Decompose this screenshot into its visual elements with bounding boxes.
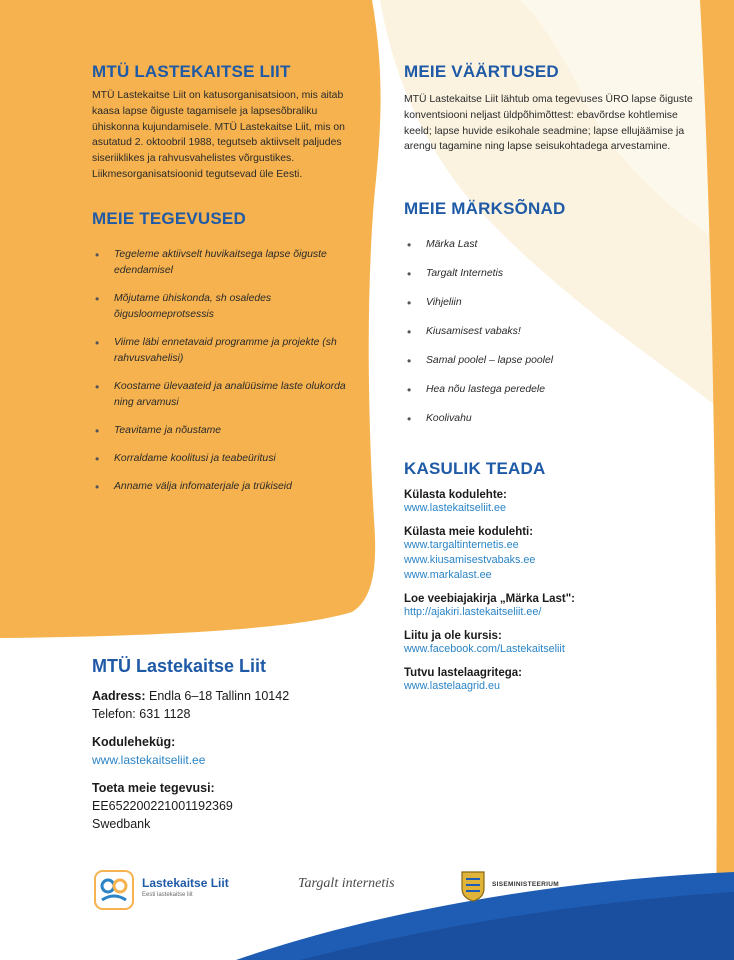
- bullet-icon: •: [407, 296, 412, 311]
- useful-link[interactable]: www.lastekaitseliit.ee: [404, 502, 507, 515]
- activity-item: • Viime läbi ennetavaid programme ja projekte (sh rahvusvahelisi): [95, 335, 337, 364]
- bank-name: Swedbank: [92, 817, 151, 831]
- keywords-heading: MEIE MÄRKSÕNAD: [404, 199, 566, 219]
- useful-label: Tutvu lastelaagritega:: [404, 667, 523, 680]
- keyword-item: • Samal poolel – lapse poolel: [407, 354, 554, 369]
- useful-heading: KASULIK TEADA: [404, 459, 546, 479]
- useful-label: Liitu ja ole kursis:: [404, 630, 502, 643]
- lastekaitse-logo-subtext: Eesti lastekaitse liit: [142, 892, 193, 898]
- useful-group: [404, 489, 704, 516]
- bullet-icon: •: [95, 379, 100, 394]
- targalt-logo: [298, 874, 438, 892]
- keywords-list: [404, 237, 704, 427]
- ministry-logo: [460, 870, 600, 904]
- lastekaitse-logo: [94, 868, 264, 912]
- phone-line: Telefon: 631 1128: [92, 707, 191, 721]
- bullet-icon: •: [95, 247, 100, 262]
- bullet-icon: •: [95, 335, 100, 350]
- activity-item: • Teavitame ja nõustame: [95, 423, 222, 438]
- bullet-icon: •: [95, 479, 100, 494]
- lastekaitse-logo-text: Lastekaitse Liit: [142, 876, 229, 890]
- bullet-icon: •: [407, 238, 412, 253]
- activity-item: • Tegeleme aktiivselt huvikaitsega lapse õiguste edendamisel: [95, 247, 327, 276]
- values-heading: MEIE VÄÄRTUSED: [404, 62, 559, 81]
- left-column: [92, 62, 364, 495]
- support-label: Toeta meie tegevusi:: [92, 781, 215, 795]
- contact-block: [92, 656, 364, 833]
- bullet-icon: •: [95, 423, 100, 438]
- ministry-logo-text: SISEMINISTEERIUM: [492, 881, 559, 888]
- bullet-icon: •: [407, 412, 412, 427]
- org-heading: MTÜ LASTEKAITSE LIIT: [92, 62, 291, 81]
- keyword-item: • Vihjeliin: [407, 296, 462, 311]
- useful-link[interactable]: http://ajakiri.lastekaitseliit.ee/: [404, 606, 542, 619]
- useful-link[interactable]: www.targaltinternetis.ee: [404, 539, 519, 552]
- useful-link[interactable]: www.facebook.com/Lastekaitseliit: [404, 643, 565, 656]
- activities-list: [92, 247, 364, 495]
- keyword-item: • Targalt Internetis: [407, 267, 504, 282]
- website-label: Koduleheküg:: [92, 735, 176, 749]
- useful-label: Külasta meie kodulehti:: [404, 526, 534, 539]
- bullet-icon: •: [407, 354, 412, 369]
- keyword-item: • Hea nõu lastega peredele: [407, 383, 546, 398]
- activity-item: • Anname välja infomaterjale ja trükiseid: [95, 479, 292, 494]
- values-description: MTÜ Lastekaitse Liit lähtub oma tegevuses ÜRO lapse õiguste konventsiooni neljast üldpõhimõttest: ebavõrdse kohtlemise keeld; lapse huvide esikohale seadmine; lapse ellujäämise ja arengu tagamine ning lapse seisukohtadega arvestamine.: [404, 94, 693, 153]
- right-column: [404, 62, 704, 694]
- org-description: MTÜ Lastekaitse Liit on katusorganisatsioon, mis aitab kaasa lapse õiguste tagamisele ja lapsesõbraliku ühiskonna kujundamisele. MTÜ Lastekaitse Liit, mis on asutatud 2. oktoobril 1988, tegutseb aktiivselt paljudes siseriiklikes ja rahvusvahelistes võrgustikes. Liikmesorganisatsioonid tegutsevad üle Eesti.: [92, 90, 345, 180]
- keyword-item: • Kiusamisest vabaks!: [407, 325, 521, 340]
- useful-group: [404, 630, 704, 657]
- keyword-item: • Koolivahu: [407, 412, 472, 427]
- activities-heading: MEIE TEGEVUSED: [92, 208, 246, 228]
- bullet-icon: •: [407, 267, 412, 282]
- activity-item: • Korraldame koolitusi ja teabeüritusi: [95, 451, 276, 466]
- useful-link[interactable]: www.markalast.ee: [404, 569, 492, 582]
- bullet-icon: •: [95, 451, 100, 466]
- activity-item: • Mõjutame ühiskonda, sh osaledes õigusloomeprotsessis: [95, 291, 272, 320]
- targalt-logo-text: Targalt internetis: [298, 876, 395, 891]
- coat-of-arms-icon: [460, 870, 486, 902]
- activity-item: • Koostame ülevaateid ja analüüsime laste olukorda ning arvamusi: [95, 379, 346, 408]
- bullet-icon: •: [407, 383, 412, 398]
- useful-link[interactable]: www.lastelaagrid.eu: [404, 680, 501, 693]
- lastekaitse-logo-icon: [94, 870, 134, 910]
- useful-label: Loe veebiajakirja „Märka Last":: [404, 593, 576, 606]
- contact-heading: MTÜ Lastekaitse Liit: [92, 656, 267, 676]
- useful-group: [404, 667, 704, 694]
- bullet-icon: •: [95, 291, 100, 306]
- bank-account: EE652200221001192369: [92, 799, 233, 813]
- keyword-item: • Märka Last: [407, 238, 478, 253]
- useful-group: [404, 526, 704, 583]
- useful-label: Külasta kodulehte:: [404, 489, 507, 502]
- useful-link[interactable]: www.kiusamisestvabaks.ee: [404, 554, 536, 567]
- website-link[interactable]: www.lastekaitseliit.ee: [92, 753, 206, 767]
- address-line: Aadress: Endla 6–18 Tallinn 10142: [92, 689, 290, 703]
- useful-group: [404, 593, 704, 620]
- bullet-icon: •: [407, 325, 412, 340]
